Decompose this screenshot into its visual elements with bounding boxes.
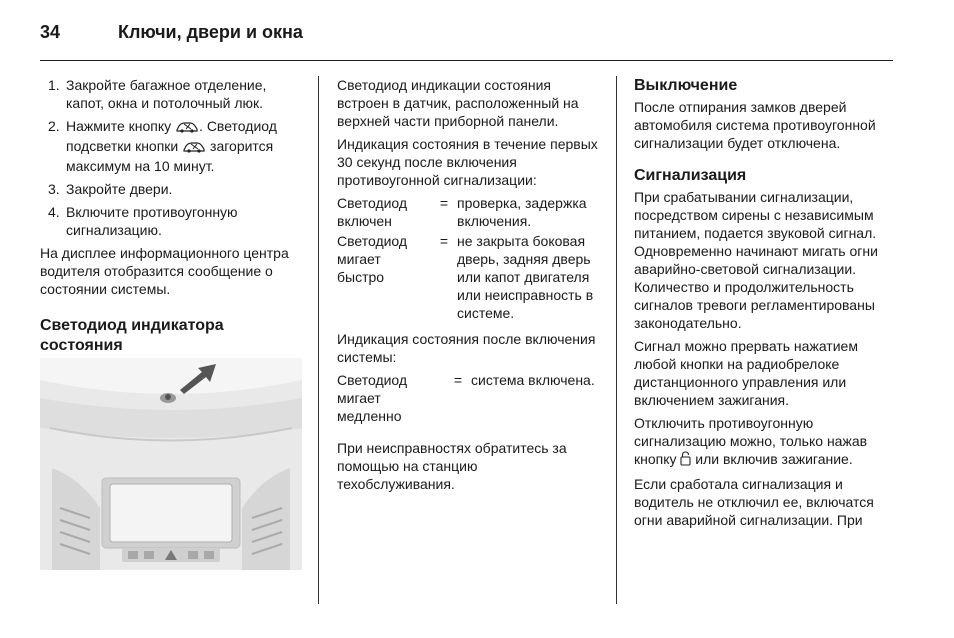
alarm-paragraph: При срабатывании сигнализации, посредством сирены с независимым питанием, подается звуковой сигнал. Одновременно начинают мигать огни аварийно-световой сигнализации. Количество и продолжительность сигналов тревоги регламентированы законодательно.: [634, 189, 878, 331]
list-item: 1. Закройте багажное отделение, капот, окна и потолочный люк.: [48, 77, 267, 111]
switch-off-heading: Выключение: [634, 77, 738, 94]
display-message-paragraph: На дисплее информационного центра водителя отобразится сообщение о состоянии системы.: [40, 245, 289, 297]
definition-row: Светодиод мигает быстро = не закрыта боковая дверь, задняя дверь или капот двигателя или неисправность в системе.: [337, 233, 594, 321]
definition-row: Светодиод включен = проверка, задержка включения.: [337, 195, 587, 229]
hazard-paragraph: Если сработала сигнализация и водитель не отключил ее, включатся огни аварийной сигнализации. При: [634, 476, 874, 528]
alarm-heading: Сигнализация: [634, 167, 747, 184]
switch-off-paragraph: После отпирания замков дверей автомобиля система противоугонной сигнализации будет отключена.: [634, 99, 876, 151]
page-number: 34: [40, 22, 61, 42]
padlock-icon: [680, 451, 691, 470]
interrupt-paragraph: Сигнал можно прервать нажатием любой кнопки на радиобрелоке дистанционного управления или включением зажигания.: [634, 338, 858, 408]
status-definitions-initial: [337, 194, 599, 322]
list-item: 4. Включите противоугонную сигнализацию.: [48, 204, 238, 238]
list-item: 3. Закройте двери.: [48, 181, 173, 197]
steps-list: [40, 76, 302, 239]
status-after-paragraph: Индикация состояния после включения системы:: [337, 331, 596, 365]
car-lock-icon: [182, 139, 206, 157]
status-definitions-after: [337, 371, 599, 425]
section-title: Ключи, двери и окна: [118, 22, 303, 42]
disable-paragraph: Отключить противоугонную сигнализацию можно, только нажав кнопку или включив зажигание.: [634, 414, 896, 470]
page-header: [40, 22, 893, 61]
car-lock-icon: [175, 119, 199, 137]
column-divider: [318, 76, 319, 604]
column-divider: [616, 76, 617, 604]
list-item: 2. Нажмите кнопку . Светодиод подсветки кнопки загорится максимум на 10 минут.: [48, 118, 277, 174]
dashboard-illustration: [40, 358, 302, 570]
led-location-paragraph: Светодиод индикации состояния встроен в датчик, расположенный на верхней части приборной панели.: [337, 77, 579, 129]
column-right: [634, 76, 896, 534]
column-middle: [337, 76, 599, 498]
service-paragraph: При неисправностях обратитесь за помощью на станцию техобслуживания.: [337, 440, 567, 492]
column-left: [40, 76, 302, 358]
definition-row: Светодиод мигает медленно = система включена.: [337, 372, 595, 424]
led-indicator-heading: Светодиод индикатора состояния: [40, 317, 224, 354]
status-intro-paragraph: Индикация состояния в течение первых 30 секунд после включения противоугонной сигнализации:: [337, 136, 598, 188]
